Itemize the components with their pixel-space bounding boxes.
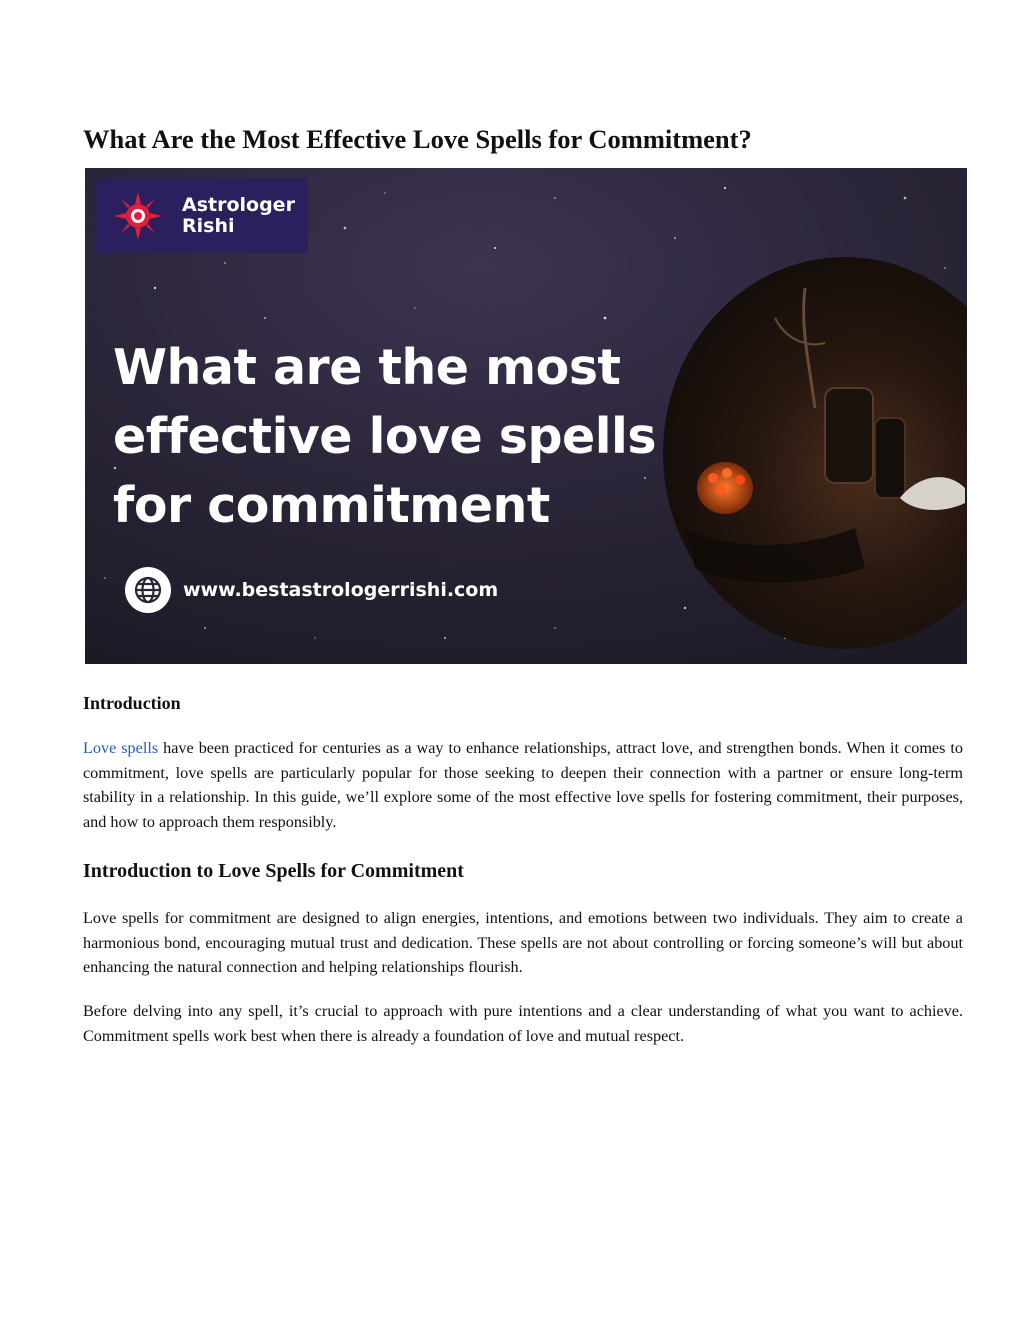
website-url: www.bestastrologerrishi.com	[183, 579, 499, 601]
banner-headline	[113, 333, 656, 540]
document-title: What Are the Most Effective Love Spells for Commitment?	[83, 124, 752, 154]
banner-headline-line3: for commitment	[113, 477, 550, 534]
banner-headline-line2: effective love spells	[113, 408, 657, 465]
logo-sun-emblem	[112, 190, 164, 242]
section-paragraph-2: Before delving into any spell, it’s crucial to approach with pure intentions and a clear understanding of what you want to achieve. Commitment spells work best when there is already a foundation of love and mutual respect.	[83, 1002, 963, 1045]
section-paragraph-1: Love spells for commitment are designed to align energies, intentions, and emotions between two individuals. They aim to create a harmonious bond, encouraging mutual trust and dedication. These spells are not about controlling or forcing someone’s will but about enhancing the natural connection and helping relationships flourish.	[83, 909, 963, 976]
banner-overlay	[85, 168, 967, 664]
section-heading: Introduction to Love Spells for Commitment	[83, 860, 464, 882]
banner-headline-line1: What are the most	[113, 339, 621, 396]
globe-icon	[125, 567, 171, 613]
brand-name-line1: Astrologer	[182, 194, 295, 216]
brand-logo	[96, 178, 308, 253]
love-spells-link[interactable]: Love spells	[83, 739, 159, 757]
banner-image	[85, 168, 967, 664]
brand-name-line2: Rishi	[182, 215, 235, 237]
introduction-paragraph	[83, 736, 963, 834]
website-row	[125, 567, 498, 613]
introduction-heading: Introduction	[83, 693, 181, 713]
introduction-body: have been practiced for centuries as a way to enhance relationships, attract love, and strengthen bonds. When it comes to commitment, love spells are particularly popular for those seeking to deepen their connection with a partner or ensure long-term stability in a relationship. In this guide, we’ll explore some of the most effective love spells for fostering commitment, their purposes, and how to approach them responsibly.	[83, 739, 963, 831]
